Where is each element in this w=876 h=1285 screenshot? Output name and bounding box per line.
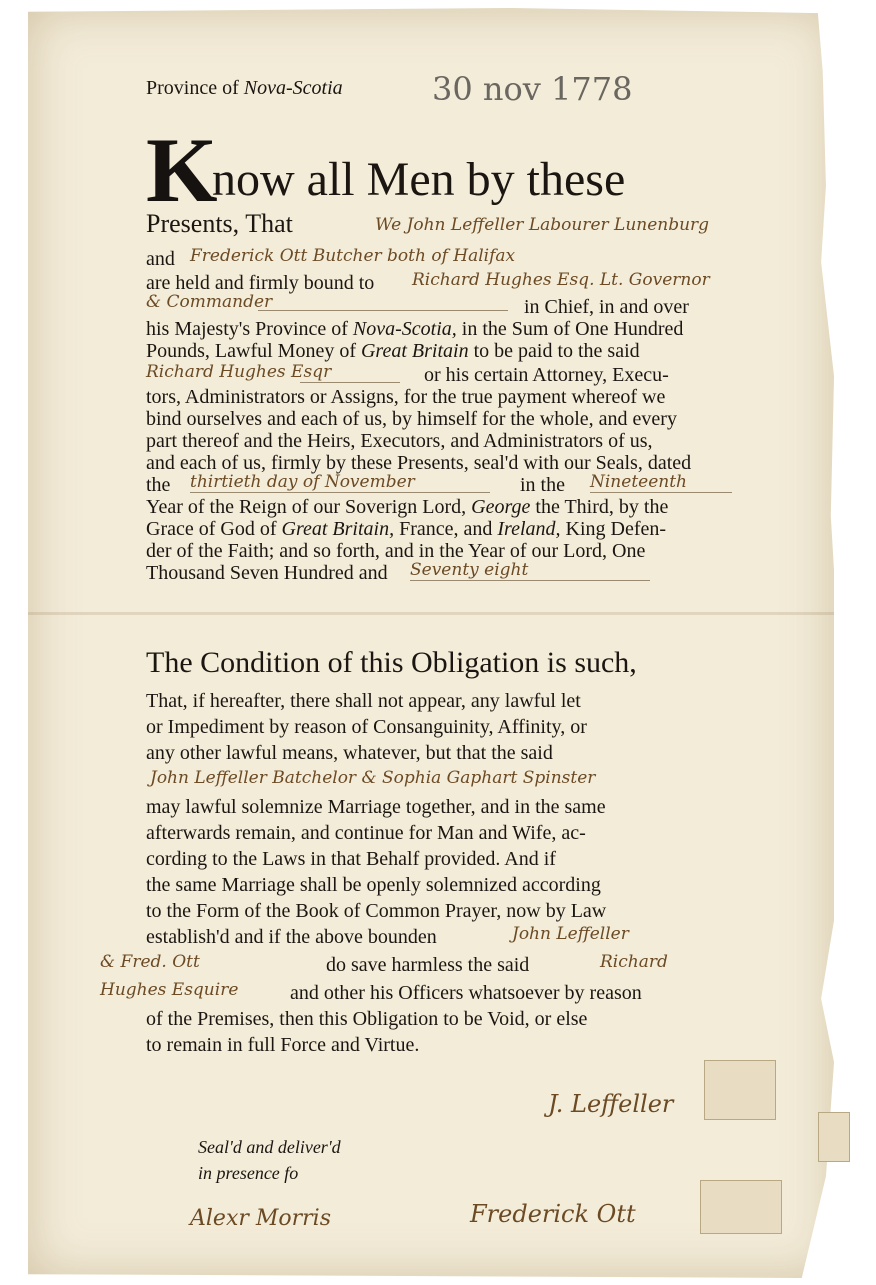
handwritten-obligee: Richard Hughes Esq. Lt. Governor <box>412 270 710 290</box>
condition-line: afterwards remain, and continue for Man and Wife, ac- <box>146 822 586 844</box>
presents-line: Presents, That <box>146 209 293 238</box>
condition-line: cording to the Laws in that Behalf provided. And if <box>146 848 556 870</box>
condition-line: do save harmless the said <box>326 954 530 976</box>
grace-line: Grace of God of Great Britain, France, and Ireland, King Defen- <box>146 518 667 540</box>
condition-line: of the Premises, then this Obligation to be Void, or else <box>146 1008 588 1030</box>
condition-line: to remain in full Force and Virtue. <box>146 1034 420 1056</box>
handwritten-richard: Richard <box>600 952 668 972</box>
handwritten-ott: & Fred. Ott <box>100 952 200 972</box>
blank-line <box>410 580 650 581</box>
bound-line: are held and firmly bound to <box>146 272 375 294</box>
handwritten-second-obligor: Frederick Ott Butcher both of Halifax <box>190 246 516 266</box>
and-line: and <box>146 248 175 270</box>
chief-line: in Chief, in and over <box>524 296 689 318</box>
witness-line: in presence fo <box>198 1163 299 1183</box>
fold-crease <box>28 612 834 615</box>
condition-heading: The Condition of this Obligation is such, <box>146 646 637 679</box>
thousand-line: Thousand Seven Hundred and <box>146 562 388 584</box>
condition-line: the same Marriage shall be openly solemnized according <box>146 874 601 896</box>
the-line: the <box>146 474 171 496</box>
condition-line: may lawful solemnize Marriage together, and in the same <box>146 796 606 818</box>
pounds-line: Pounds, Lawful Money of Great Britain to be paid to the said <box>146 340 640 362</box>
handwritten-date-day: thirtieth day of November <box>190 472 415 492</box>
handwritten-payee: Richard Hughes Esqr <box>146 362 332 382</box>
handwritten-bounden: John Leffeller <box>512 924 629 944</box>
repair-patch <box>704 1060 776 1120</box>
handwritten-reign-year: Nineteenth <box>590 472 688 492</box>
reign-line: Year of the Reign of our Soverign Lord, George the Third, by the <box>146 496 669 518</box>
signature-morris: Alexr Morris <box>190 1206 331 1231</box>
handwritten-hughes: Hughes Esquire <box>100 980 239 1000</box>
condition-line: any other lawful means, whatever, but that the said <box>146 742 553 764</box>
date-note: 30 nov 1778 <box>432 70 633 108</box>
repair-patch <box>818 1112 850 1162</box>
condition-line: or Impediment by reason of Consanguinity, Affinity, or <box>146 716 587 738</box>
handwritten-commander: & Commander <box>146 292 273 312</box>
blank-line <box>590 492 732 493</box>
blank-line <box>190 492 490 493</box>
repair-patch <box>700 1180 782 1234</box>
part-line: part thereof and the Heirs, Executors, and Administrators of us, <box>146 430 653 452</box>
province-header: Province of Nova-Scotia <box>146 77 343 99</box>
in-the-label: in the <box>520 474 565 496</box>
faith-line: der of the Faith; and so forth, and in the Year of our Lord, One <box>146 540 646 562</box>
tors-line: tors, Administrators or Assigns, for the true payment whereof we <box>146 386 666 408</box>
attorney-line: or his certain Attorney, Execu- <box>424 364 669 386</box>
headline: now all Men by these <box>212 153 626 206</box>
handwritten-couple: John Leffeller Batchelor & Sophia Gaphart Spinster <box>150 768 596 788</box>
condition-line: That, if hereafter, there shall not appear, any lawful let <box>146 690 581 712</box>
condition-line: to the Form of the Book of Common Prayer, now by Law <box>146 900 607 922</box>
blank-line <box>300 382 400 383</box>
condition-line: establish'd and if the above bounden <box>146 926 437 948</box>
bind-line: bind ourselves and each of us, by himself for the whole, and every <box>146 408 677 430</box>
signature-leffeller: J. Leffeller <box>548 1090 674 1118</box>
majesty-line: his Majesty's Province of Nova-Scotia, in the Sum of One Hundred <box>146 318 684 340</box>
witness-line: Seal'd and deliver'd <box>198 1137 341 1157</box>
blank-line <box>258 310 508 311</box>
each-line: and each of us, firmly by these Presents, seal'd with our Seals, dated <box>146 452 692 474</box>
handwritten-year: Seventy eight <box>410 560 529 580</box>
handwritten-obligors: We John Leffeller Labourer Lunenburg <box>375 215 710 235</box>
drop-cap: K <box>146 119 218 221</box>
condition-line: and other his Officers whatsoever by reason <box>290 982 642 1004</box>
signature-ott: Frederick Ott <box>470 1200 636 1228</box>
